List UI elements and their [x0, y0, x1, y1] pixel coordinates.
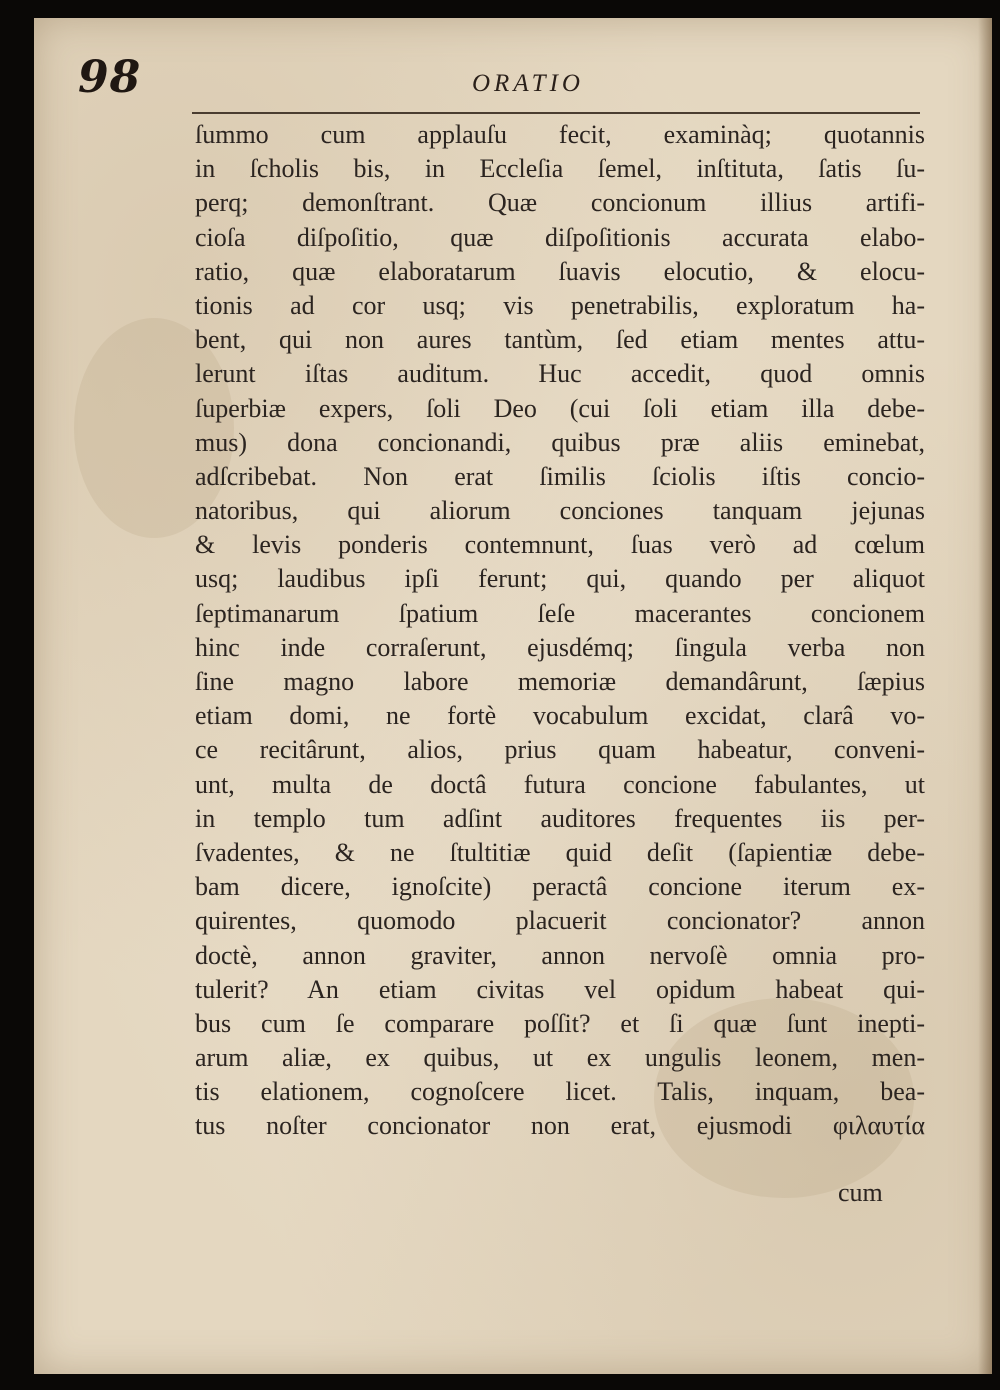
text-line: ſvadentes, & ne ſtultitiæ quid deſit (ſapientiæ debe- [195, 837, 925, 867]
text-line: tus noſter concionator non erat, ejusmodi φιλαυτία [195, 1111, 925, 1141]
text-line: unt, multa de doctâ futura concione fabulantes, ut [195, 769, 925, 799]
text-line: etiam domi, ne fortè vocabulum excidat, clarâ vo- [195, 701, 925, 731]
text-line: ſuperbiæ expers, ſoli Deo (cui ſoli etiam illa debe- [195, 393, 925, 423]
text-line: arum aliæ, ex quibus, ut ex ungulis leonem, men- [195, 1043, 925, 1073]
text-line: ſummo cum applauſu fecit, examinàq; quotannis [195, 120, 925, 149]
body-text [195, 118, 925, 1144]
text-line: in ſcholis bis, in Eccleſia ſemel, inſtituta, ſatis ſu- [195, 154, 925, 184]
text-line: natoribus, qui aliorum conciones tanquam jejunas [195, 496, 925, 526]
text-line: quirentes, quomodo placuerit concionator? annon [195, 906, 925, 936]
running-head: ORATIO [472, 70, 584, 97]
text-line: lerunt iſtas auditum. Huc accedit, quod omnis [195, 359, 925, 389]
text-line: tionis ad cor usq; vis penetrabilis, exploratum ha- [195, 290, 925, 320]
text-line: hinc inde corraſerunt, ejusdémq; ſingula verba non [195, 632, 925, 662]
text-line: bus cum ſe comparare poſſit? et ſi quæ ſunt inepti- [195, 1008, 925, 1038]
page-edge-shadow [978, 18, 992, 1374]
text-line: doctè, annon graviter, annon nervoſè omnia pro- [195, 940, 925, 970]
text-line: usq; laudibus ipſi ferunt; qui, quando per aliquot [195, 564, 925, 594]
catchword: cum [838, 1178, 883, 1207]
text-line: mus) dona concionandi, quibus præ aliis eminebat, [195, 427, 925, 457]
text-line: tis elationem, cognoſcere licet. Talis, inquam, bea- [195, 1077, 925, 1107]
text-line: bam dicere, ignoſcite) peractâ concione iterum ex- [195, 872, 925, 902]
header-rule [192, 112, 920, 114]
text-line: ratio, quæ elaboratarum ſuavis elocutio, & elocu- [195, 256, 925, 286]
text-line: tulerit? An etiam civitas vel opidum habeat qui- [195, 974, 925, 1004]
text-line: in templo tum adſint auditores frequentes iis per- [195, 803, 925, 833]
page-number: 98 [78, 52, 142, 103]
text-line: ce recitârunt, alios, prius quam habeatur, conveni- [195, 735, 925, 765]
text-line: adſcribebat. Non erat ſimilis ſciolis iſtis concio- [195, 461, 925, 491]
text-line: cioſa diſpoſitio, quæ diſpoſitionis accurata elabo- [195, 222, 925, 252]
text-line: ſine magno labore memoriæ demandârunt, ſæpius [195, 667, 925, 696]
text-line: ſeptimanarum ſpatium ſeſe macerantes concionem [195, 598, 925, 628]
text-line: perq; demonſtrant. Quæ concionum illius artifi- [195, 188, 925, 218]
text-line: bent, qui non aures tantùm, ſed etiam mentes attu- [195, 325, 925, 355]
text-line: & levis ponderis contemnunt, ſuas verò ad cœlum [195, 530, 925, 560]
